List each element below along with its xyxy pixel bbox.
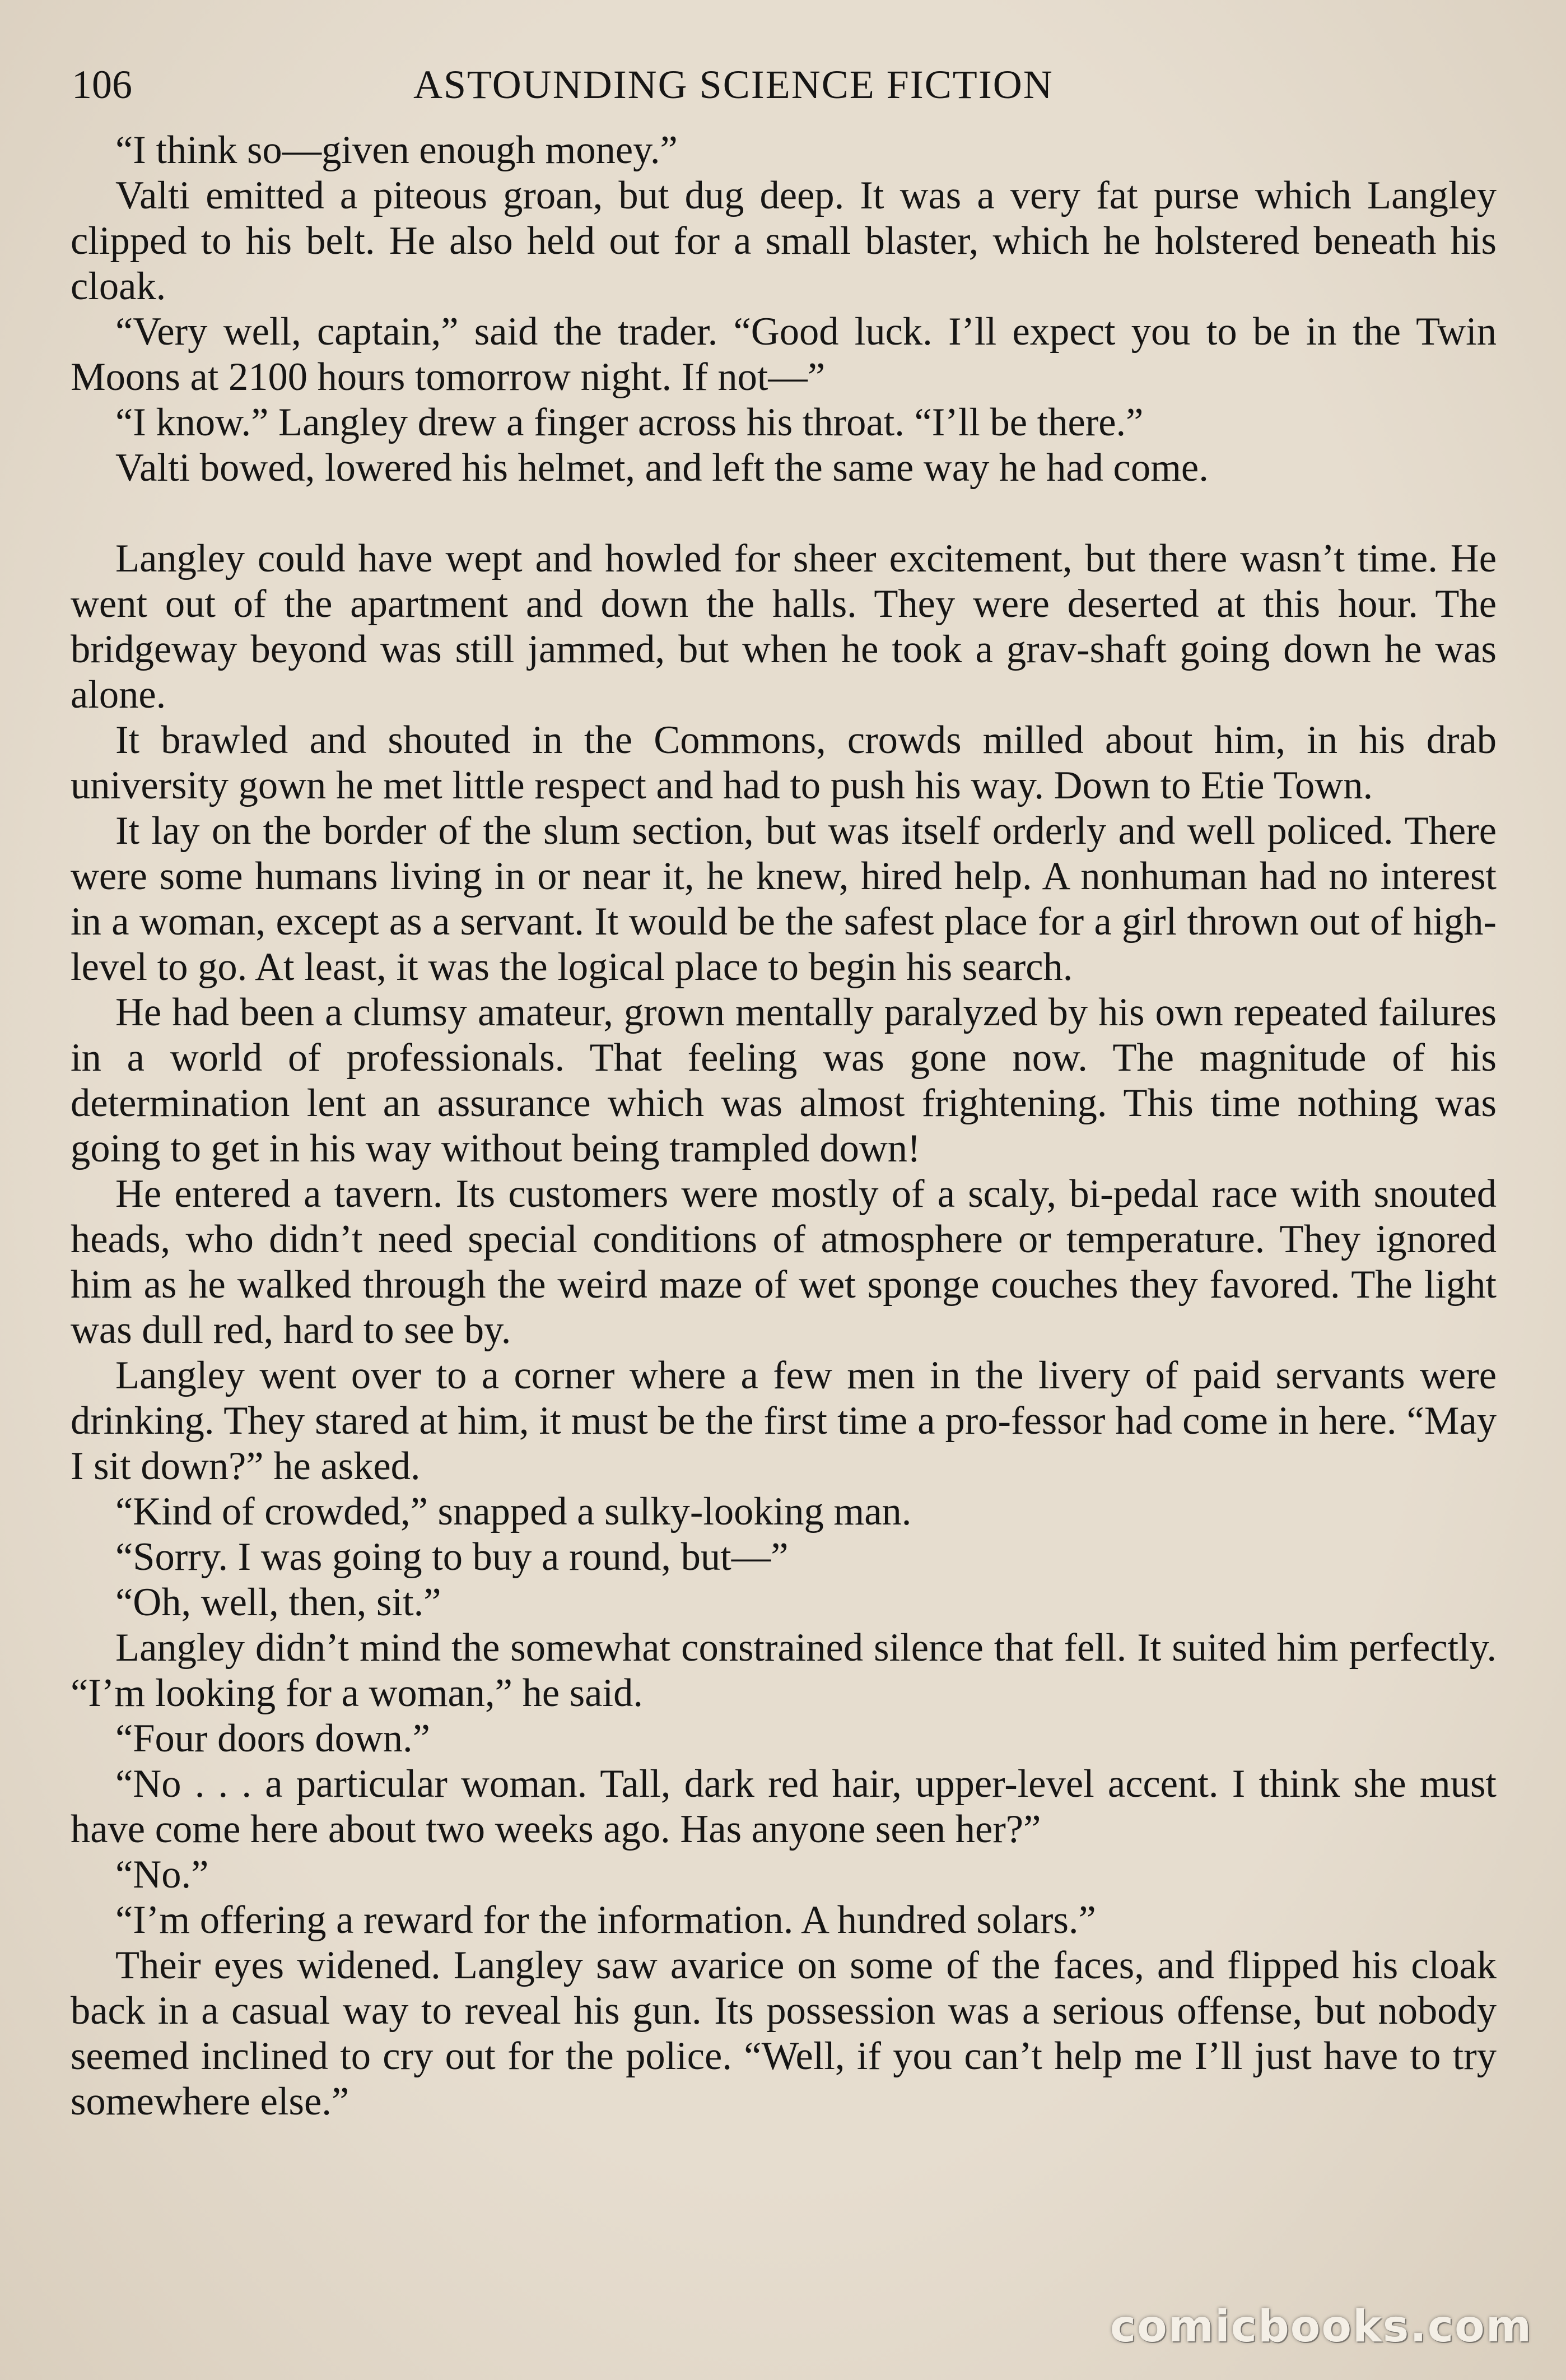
paragraph: Valti bowed, lowered his helmet, and left the same way he had come. bbox=[115, 446, 1209, 490]
paragraph: He had been a clumsy amateur, grown mentally paralyzed by his own repeated failures in a world of professionals. That feeling was gone now. The magnitude of his determination lent an assurance which was almost frightening. This time nothing was going to get in his way without being trampled down! bbox=[71, 991, 1497, 1170]
paragraph: It brawled and shouted in the Commons, crowds milled about him, in his drab university gown he met little respect and had to push his way. Down to Etie Town. bbox=[71, 718, 1497, 807]
watermark: comicbooks.com bbox=[1110, 2302, 1532, 2352]
paragraph: Valti emitted a piteous groan, but dug deep. It was a very fat purse which Langley clipped to his belt. He also held out for a small blaster, which he holstered beneath his cloak. bbox=[71, 174, 1497, 308]
page-number: 106 bbox=[72, 62, 132, 107]
paragraph: “Four doors down.” bbox=[115, 1717, 430, 1760]
paragraph: “Sorry. I was going to buy a round, but—” bbox=[115, 1535, 789, 1579]
paragraph: “No.” bbox=[115, 1853, 209, 1896]
paragraph: “I’m offering a reward for the information. A hundred solars.” bbox=[115, 1898, 1096, 1942]
paragraph: It lay on the border of the slum section, but was itself orderly and well policed. There were some humans living in or near it, he knew, hired help. A nonhuman had no interest in a woman, except as a servant. It would be the safest place for a girl thrown out of high-level to go. At least, it was the logical place to begin his search. bbox=[71, 809, 1497, 989]
paragraph: Langley didn’t mind the somewhat constrained silence that fell. It suited him perfectly. “I’m looking for a woman,” he said. bbox=[71, 1626, 1497, 1715]
paragraph: “I know.” Langley drew a finger across his throat. “I’ll be there.” bbox=[115, 401, 1144, 444]
paragraph: He entered a tavern. Its customers were mostly of a scaly, bi-pedal race with snouted heads, who didn’t need special conditions of atmosphere or temperature. They ignored him as he walked through the weird maze of wet sponge couches they favored. The light was dull red, hard to see by. bbox=[71, 1172, 1497, 1352]
paragraph: “No . . . a particular woman. Tall, dark red hair, upper-level accent. I think she must have come here about two weeks ago. Has anyone seen her?” bbox=[71, 1762, 1497, 1851]
page-header bbox=[72, 54, 1494, 115]
paragraph: Langley went over to a corner where a few men in the livery of paid servants were drinking. They stared at him, it must be the first time a pro-fessor had come in here. “May I sit down?” he asked. bbox=[71, 1354, 1497, 1488]
paragraph: Langley could have wept and howled for sheer excitement, but there wasn’t time. He went out of the apartment and down the halls. They were deserted at this hour. The bridgeway beyond was still jammed, but when he took a grav-shaft going down he was alone. bbox=[71, 537, 1497, 717]
running-head: ASTOUNDING SCIENCE FICTION bbox=[413, 62, 1054, 107]
paragraph: “Kind of crowded,” snapped a sulky-looking man. bbox=[115, 1490, 912, 1533]
paragraph: Their eyes widened. Langley saw avarice on some of the faces, and flipped his cloak back in a casual way to reveal his gun. Its possession was a serious offense, but nobody seemed inclined to cry out for the police. “Well, if you can’t help me I’ll just have to try somewhere else.” bbox=[71, 1944, 1497, 2123]
paragraph: “Oh, well, then, sit.” bbox=[115, 1581, 441, 1624]
paragraph: “I think so—given enough money.” bbox=[115, 128, 678, 172]
paragraph: “Very well, captain,” said the trader. “Good luck. I’ll expect you to be in the Twin Moons at 2100 hours tomorrow night. If not—” bbox=[71, 310, 1497, 399]
body-text bbox=[71, 128, 1497, 2125]
